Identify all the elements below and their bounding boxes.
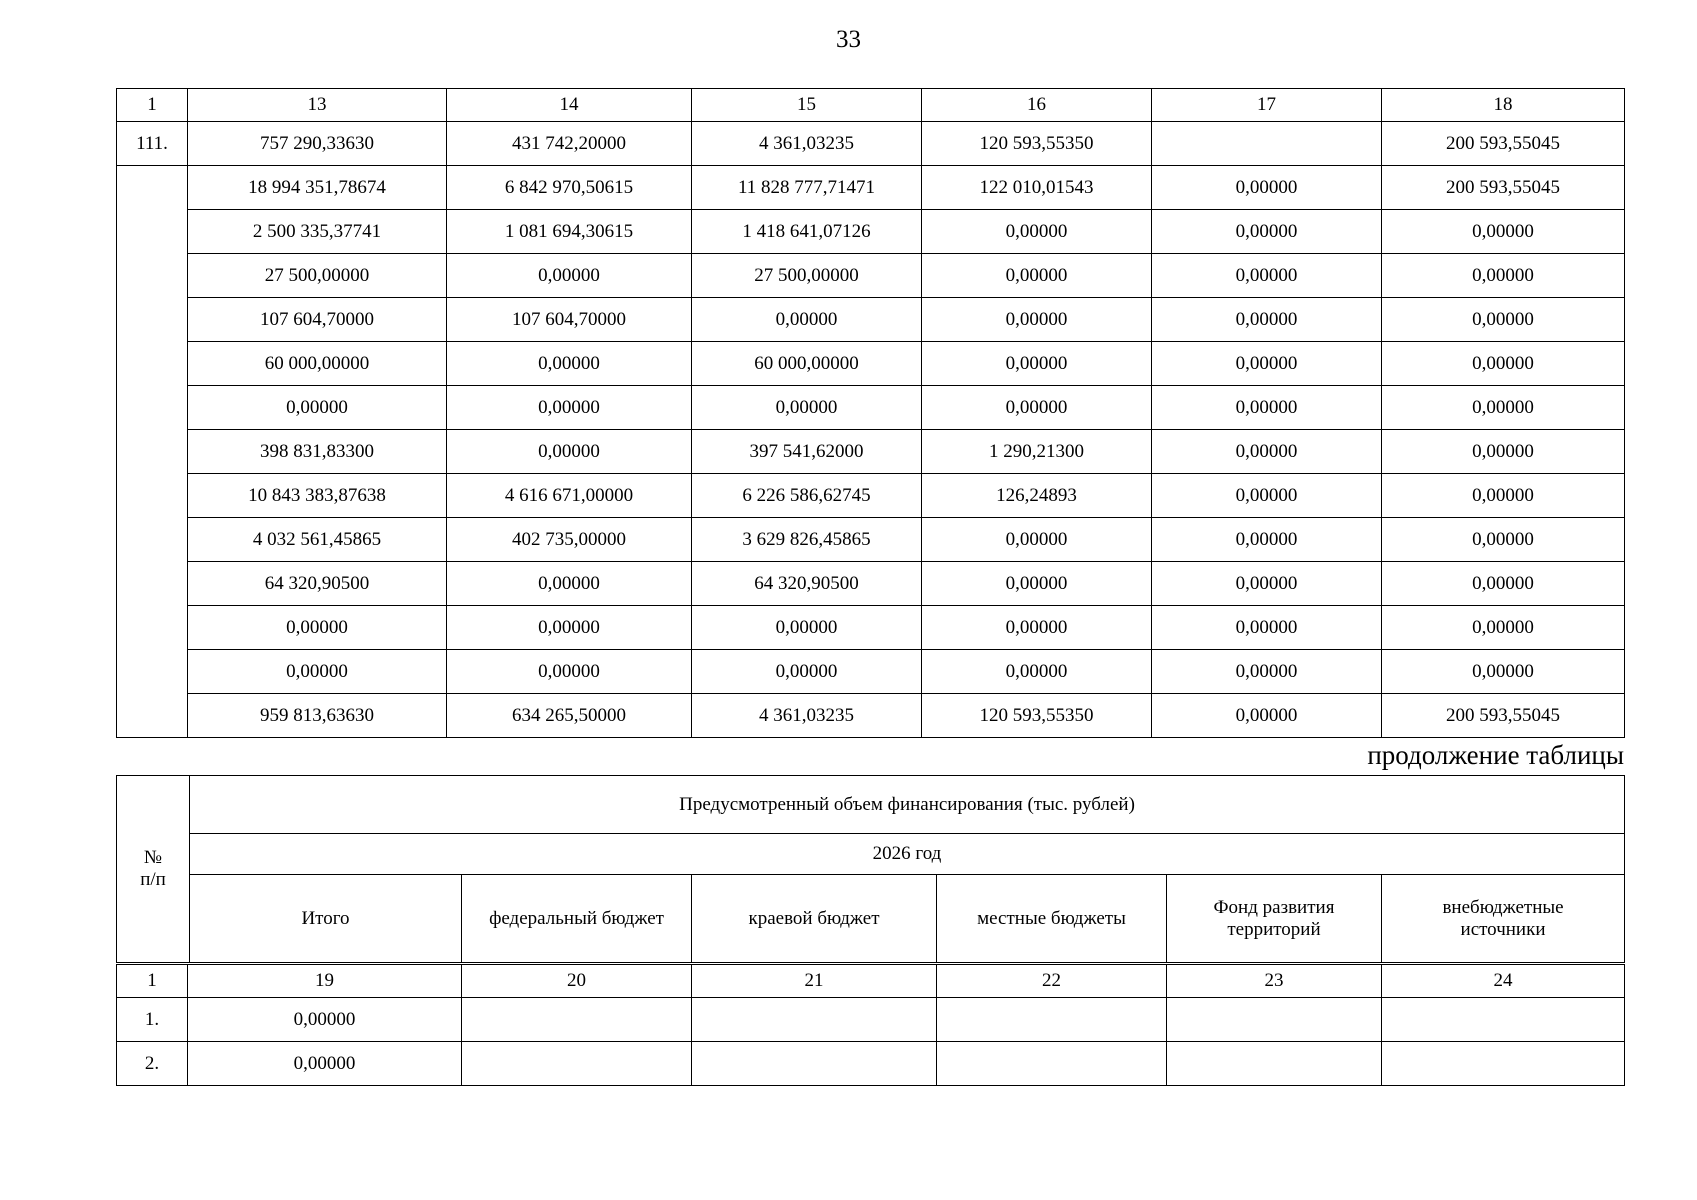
table-cell: 959 813,63630 [188,694,447,738]
column-number-cell: 23 [1167,965,1382,998]
table-cell: 4 616 671,00000 [447,474,692,518]
table-row [117,694,1625,738]
page-number: 33 [836,26,861,53]
column-number-cell: 24 [1382,965,1625,998]
number-abbrev: п/п [140,869,166,890]
table-row [117,606,1625,650]
table-cell: 0,00000 [1152,606,1382,650]
number-sign: № [143,847,163,868]
table-row [117,386,1625,430]
table-row [117,562,1625,606]
table-cell: 0,00000 [1382,606,1625,650]
table-row [117,474,1625,518]
table-cell: 402 735,00000 [447,518,692,562]
table-row [117,998,1625,1042]
table-cell: 0,00000 [447,254,692,298]
table-cell: 0,00000 [922,518,1152,562]
table-cell: 64 320,90500 [692,562,922,606]
budget-column-header [462,875,692,963]
column-header-line: федеральный бюджет [489,907,664,929]
budget-column-header [1167,875,1382,963]
table-cell: 0,00000 [188,1042,462,1086]
table-cell: 0,00000 [1382,386,1625,430]
column-number-cell: 22 [937,965,1167,998]
table-cell: 0,00000 [922,562,1152,606]
column-number-row [117,89,1625,122]
column-number-row [117,965,1625,998]
column-number-cell: 21 [692,965,937,998]
table-cell: 0,00000 [922,254,1152,298]
table-cell [1382,1042,1625,1086]
table-cell: 0,00000 [1152,430,1382,474]
row-number-cell: 2. [117,1042,188,1086]
header-table [116,775,1625,963]
table-cell: 60 000,00000 [692,342,922,386]
column-number-cell: 13 [188,89,447,122]
year-header: 2026 год [190,834,1625,875]
table-cell: 0,00000 [692,298,922,342]
table-row [117,254,1625,298]
table-cell: 0,00000 [1152,518,1382,562]
table-cell [1152,122,1382,166]
table-cell: 107 604,70000 [447,298,692,342]
table-cell [692,998,937,1042]
table-cell: 1 081 694,30615 [447,210,692,254]
table-cell: 397 541,62000 [692,430,922,474]
table-cell: 0,00000 [1152,694,1382,738]
table-cell: 3 629 826,45865 [692,518,922,562]
table-cell: 60 000,00000 [188,342,447,386]
table-cell [1382,998,1625,1042]
table-cell: 0,00000 [1152,386,1382,430]
column-number-cell: 14 [447,89,692,122]
table-cell: 10 843 383,87638 [188,474,447,518]
table-cell: 0,00000 [1382,650,1625,694]
table-cell: 6 226 586,62745 [692,474,922,518]
table-cell: 4 361,03235 [692,122,922,166]
table-cell [462,1042,692,1086]
table-row [117,122,1625,166]
table-cell: 0,00000 [447,386,692,430]
row-number-cell: 111. [117,122,188,166]
table-cell: 126,24893 [922,474,1152,518]
table-cell: 0,00000 [1382,518,1625,562]
table-cell: 0,00000 [1382,254,1625,298]
table-cell: 2 500 335,37741 [188,210,447,254]
table-cell: 0,00000 [1382,210,1625,254]
column-header-line: источники [1460,918,1546,940]
table-cell: 0,00000 [447,562,692,606]
table-cell: 0,00000 [1152,562,1382,606]
table-row [117,430,1625,474]
table-cell: 11 828 777,71471 [692,166,922,210]
table-cell: 0,00000 [1152,298,1382,342]
table-cell: 107 604,70000 [188,298,447,342]
column-number-cell: 1 [117,965,188,998]
table-cell [462,998,692,1042]
continuation-label: продолжение таблицы [1367,740,1624,770]
table-cell: 0,00000 [188,386,447,430]
table-cell: 27 500,00000 [692,254,922,298]
table-cell: 0,00000 [922,298,1152,342]
table-cell [1167,1042,1382,1086]
bottom-table [116,964,1625,1086]
table-cell: 0,00000 [188,606,447,650]
table-cell: 0,00000 [692,650,922,694]
column-header-line: местные бюджеты [977,907,1126,929]
table-cell: 6 842 970,50615 [447,166,692,210]
table-row [117,650,1625,694]
table-cell: 0,00000 [1152,210,1382,254]
column-header-line: краевой бюджет [748,907,880,929]
table-cell: 1 418 641,07126 [692,210,922,254]
table-cell: 0,00000 [922,342,1152,386]
table-cell: 27 500,00000 [188,254,447,298]
table-cell: 0,00000 [447,606,692,650]
column-header-line: Итого [301,907,350,929]
table-cell: 0,00000 [1152,342,1382,386]
table-cell: 431 742,20000 [447,122,692,166]
table-cell [937,998,1167,1042]
number-column-header [117,776,190,963]
top-table [116,88,1625,738]
table-cell: 64 320,90500 [188,562,447,606]
column-header-line: территорий [1227,918,1321,940]
table-cell: 0,00000 [692,386,922,430]
budget-column-header [937,875,1167,963]
row-number-cell: 1. [117,998,188,1042]
column-number-cell: 18 [1382,89,1625,122]
column-number-cell: 1 [117,89,188,122]
table-cell: 0,00000 [1382,298,1625,342]
table-cell: 4 361,03235 [692,694,922,738]
table-cell [692,1042,937,1086]
column-number-cell: 19 [188,965,462,998]
table-cell: 0,00000 [1382,562,1625,606]
column-number-cell: 20 [462,965,692,998]
budget-column-header [190,875,462,963]
table-cell: 120 593,55350 [922,694,1152,738]
table-cell: 1 290,21300 [922,430,1152,474]
table-cell: 0,00000 [922,650,1152,694]
table-cell: 200 593,55045 [1382,166,1625,210]
table-cell: 0,00000 [922,606,1152,650]
budget-column-header [692,875,937,963]
financing-header: Предусмотренный объем финансирования (тыс. рублей) [190,776,1625,834]
table-cell: 0,00000 [1152,650,1382,694]
column-header-line: внебюджетные [1442,896,1564,918]
table-cell: 0,00000 [188,650,447,694]
table-cell: 0,00000 [1152,474,1382,518]
table-cell: 0,00000 [447,650,692,694]
table-cell: 200 593,55045 [1382,122,1625,166]
budget-column-header [1382,875,1625,963]
table-cell: 200 593,55045 [1382,694,1625,738]
table-cell: 0,00000 [1152,254,1382,298]
table-cell: 634 265,50000 [447,694,692,738]
table-cell: 122 010,01543 [922,166,1152,210]
table-cell: 0,00000 [922,210,1152,254]
table-cell: 0,00000 [188,998,462,1042]
table-cell: 0,00000 [1382,342,1625,386]
table-cell: 0,00000 [922,386,1152,430]
table-cell: 398 831,83300 [188,430,447,474]
table-cell: 18 994 351,78674 [188,166,447,210]
column-number-cell: 15 [692,89,922,122]
table-cell: 757 290,33630 [188,122,447,166]
table-row [117,518,1625,562]
table-cell: 0,00000 [447,342,692,386]
table-row [117,342,1625,386]
column-number-cell: 17 [1152,89,1382,122]
table-row [117,1042,1625,1086]
table-cell: 0,00000 [1382,474,1625,518]
table-cell [937,1042,1167,1086]
empty-number-cell [117,166,188,738]
table-cell: 4 032 561,45865 [188,518,447,562]
table-cell [1167,998,1382,1042]
table-row [117,210,1625,254]
table-cell: 0,00000 [1152,166,1382,210]
table-cell: 0,00000 [447,430,692,474]
table-row [117,166,1625,210]
table-cell: 0,00000 [692,606,922,650]
table-cell: 120 593,55350 [922,122,1152,166]
table-cell: 0,00000 [1382,430,1625,474]
column-header-line: Фонд развития [1213,896,1335,918]
table-row [117,298,1625,342]
column-number-cell: 16 [922,89,1152,122]
